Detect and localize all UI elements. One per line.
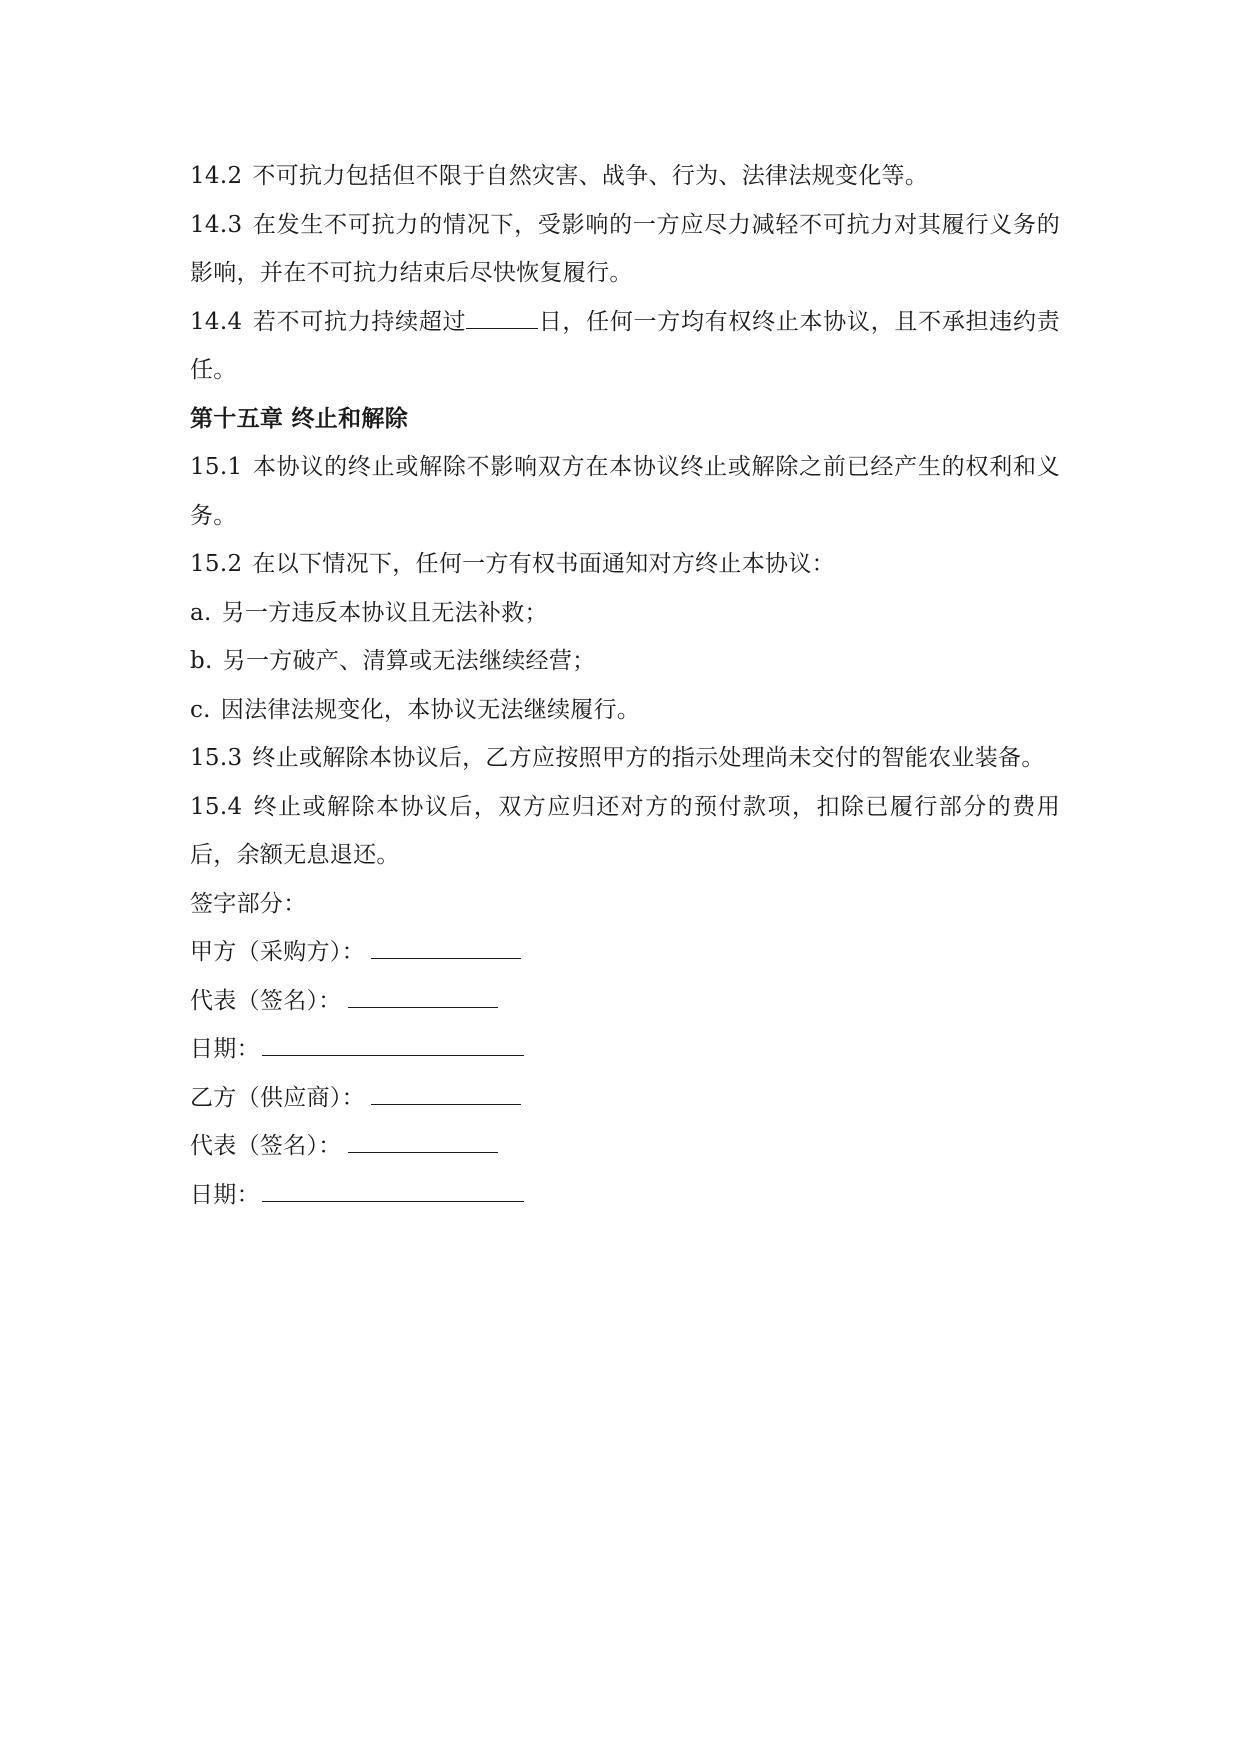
clause-15-1	[190, 443, 1060, 540]
date-b-label: 日期：	[190, 1181, 260, 1208]
date-b-blank	[262, 1173, 524, 1202]
clause-number: 14.4	[190, 308, 243, 335]
list-text: 因法律法规变化，本协议无法继续履行。	[220, 696, 641, 723]
clause-text: 本协议的终止或解除不影响双方在本协议终止或解除之前已经产生的权利和义务。	[190, 454, 1060, 529]
chapter-heading: 第十五章 终止和解除	[190, 405, 409, 432]
party-a-blank	[371, 930, 521, 959]
rep-a-line	[190, 977, 1060, 1026]
days-blank	[466, 300, 538, 329]
clause-text: 在以下情况下，任何一方有权书面通知对方终止本协议：	[252, 551, 835, 577]
date-a-blank	[262, 1027, 524, 1056]
signature-title: 签字部分：	[190, 890, 307, 917]
clause-text-after: 日，任何一方均有权终止本协议，且不承担违约责任。	[190, 308, 1061, 383]
date-a-line	[190, 1025, 1060, 1074]
clause-15-2	[190, 540, 1060, 589]
list-text: 另一方违反本协议且无法补救；	[221, 599, 548, 626]
clause-14-4	[190, 298, 1060, 395]
list-marker: c.	[190, 696, 211, 723]
clause-number: 15.1	[190, 454, 243, 480]
clause-number: 15.3	[190, 745, 243, 771]
list-item-b	[190, 637, 1060, 686]
clause-text: 终止或解除本协议后，乙方应按照甲方的指示处理尚未交付的智能农业装备。	[252, 745, 1045, 771]
party-b-blank	[371, 1076, 521, 1105]
party-b-label: 乙方（供应商）：	[190, 1084, 365, 1111]
clause-number: 14.2	[190, 163, 243, 189]
date-a-label: 日期：	[190, 1036, 260, 1062]
list-marker: a.	[190, 599, 212, 626]
clause-text: 在发生不可抗力的情况下，受影响的一方应尽力减轻不可抗力对其履行义务的影响，并在不可抗力结束后尽快恢复履行。	[190, 211, 1060, 286]
party-b-line	[190, 1074, 1060, 1123]
clause-number: 15.4	[190, 793, 243, 820]
list-marker: b.	[190, 648, 213, 674]
clause-14-3	[190, 201, 1060, 298]
list-item-c	[190, 686, 1060, 735]
date-b-line	[190, 1171, 1060, 1220]
clause-text-before: 若不可抗力持续超过	[252, 308, 467, 335]
list-text: 另一方破产、清算或无法继续经营；	[222, 648, 596, 674]
clause-15-4	[190, 783, 1060, 880]
clause-text: 终止或解除本协议后，双方应归还对方的预付款项，扣除已履行部分的费用后，余额无息退还。	[190, 793, 1060, 868]
rep-a-label: 代表（签名）：	[190, 987, 342, 1014]
party-a-label: 甲方（采购方）：	[190, 939, 365, 965]
rep-b-blank	[348, 1124, 498, 1153]
rep-b-line	[190, 1122, 1060, 1171]
clause-14-2	[190, 152, 1060, 201]
party-a-line	[190, 928, 1060, 977]
clause-text: 不可抗力包括但不限于自然灾害、战争、行为、法律法规变化等。	[252, 163, 929, 189]
rep-a-blank	[348, 979, 498, 1008]
clause-number: 15.2	[190, 551, 243, 577]
document-body	[190, 152, 1060, 1219]
clause-number: 14.3	[190, 211, 243, 238]
list-item-a	[190, 589, 1060, 638]
rep-b-label: 代表（签名）：	[190, 1133, 342, 1159]
clause-15-3	[190, 734, 1060, 783]
